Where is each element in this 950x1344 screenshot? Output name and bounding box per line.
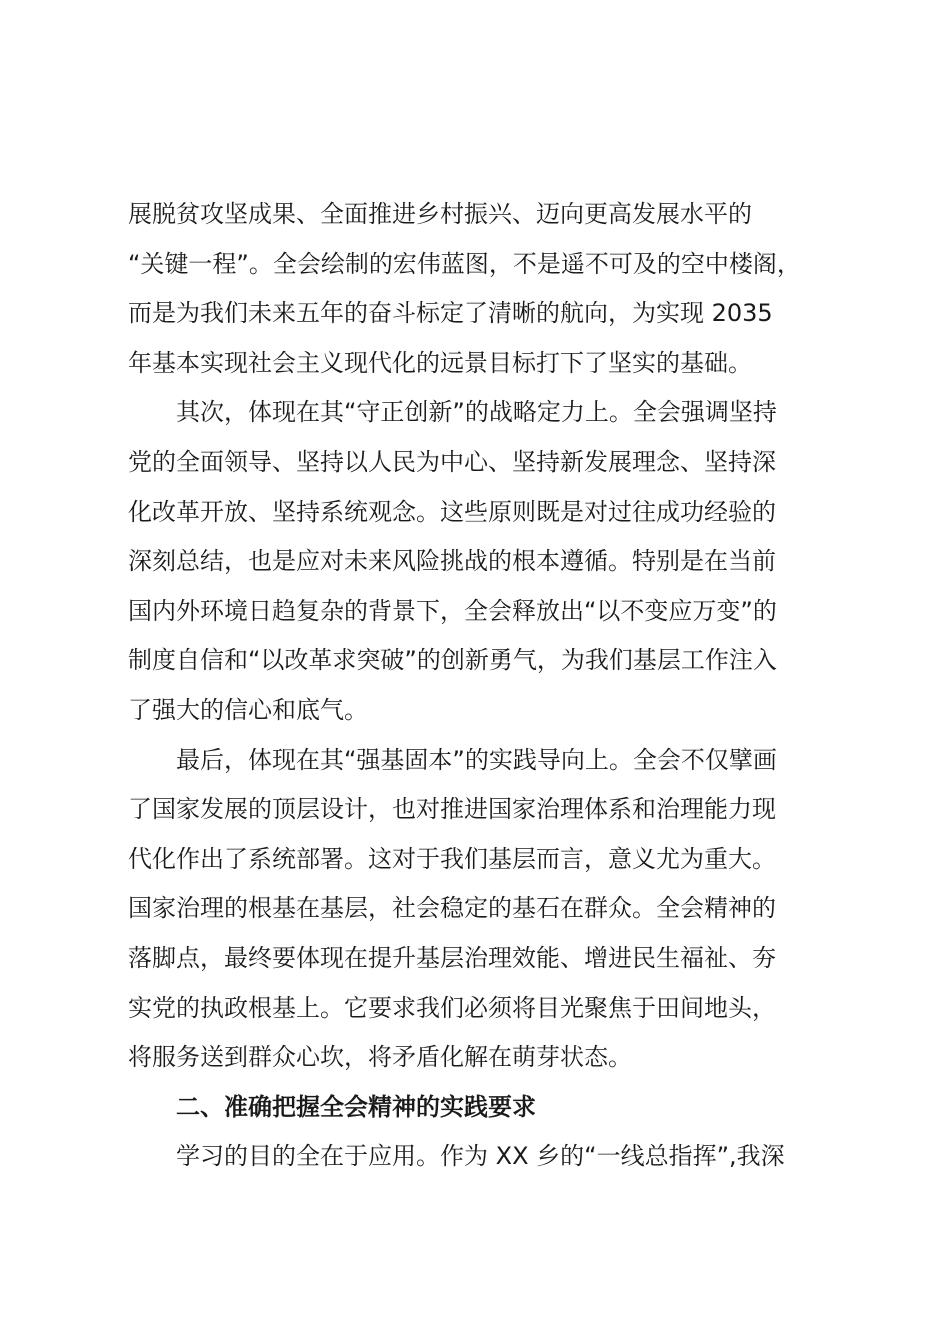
text-line: 实党的执政根基上。它要求我们必须将目光聚焦于田间地头， — [128, 993, 776, 1022]
text-line: 制度自信和“以改革求突破”的创新勇气，为我们基层工作注入 — [128, 646, 777, 675]
text-line: 国家治理的根基在基层，社会稳定的基石在群众。全会精神的 — [128, 894, 776, 923]
paragraph-first-line: 其次，体现在其“守正创新”的战略定力上。全会强调坚持 — [176, 398, 777, 427]
text-line: 化改革开放、坚持系统观念。这些原则既是对过往成功经验的 — [128, 497, 776, 526]
text-line: 而是为我们未来五年的奋斗标定了清晰的航向，为实现 2035 — [128, 299, 773, 328]
text-line: 了国家发展的顶层设计，也对推进国家治理体系和治理能力现 — [128, 795, 776, 824]
paragraph-first-line: 学习的目的全在于应用。作为 XX 乡的“一线总指挥”,我深 — [176, 1142, 785, 1171]
document-body — [128, 190, 828, 1182]
text-line: 了强大的信心和底气。 — [128, 695, 368, 724]
text-line: 国内外环境日趋复杂的背景下，全会释放出“以不变应万变”的 — [128, 596, 777, 625]
text-line: “关键一程”。全会绘制的宏伟蓝图，不是遥不可及的空中楼阁， — [128, 249, 801, 278]
text-line: 将服务送到群众心坎，将矛盾化解在萌芽状态。 — [128, 1043, 632, 1072]
text-line: 党的全面领导、坚持以人民为中心、坚持新发展理念、坚持深 — [128, 447, 776, 476]
text-line: 年基本实现社会主义现代化的远景目标打下了坚实的基础。 — [128, 348, 752, 377]
section-heading: 二、准确把握全会精神的实践要求 — [176, 1092, 536, 1121]
text-line: 深刻总结，也是应对未来风险挑战的根本遵循。特别是在当前 — [128, 547, 776, 576]
text-line: 代化作出了系统部署。这对于我们基层而言，意义尤为重大。 — [128, 844, 776, 873]
text-line: 展脱贫攻坚成果、全面推进乡村振兴、迈向更高发展水平的 — [128, 200, 752, 228]
paragraph-first-line: 最后，体现在其“强基固本”的实践导向上。全会不仅擘画 — [176, 745, 777, 774]
text-line: 落脚点，最终要体现在提升基层治理效能、增进民生福祉、夯 — [128, 943, 776, 972]
